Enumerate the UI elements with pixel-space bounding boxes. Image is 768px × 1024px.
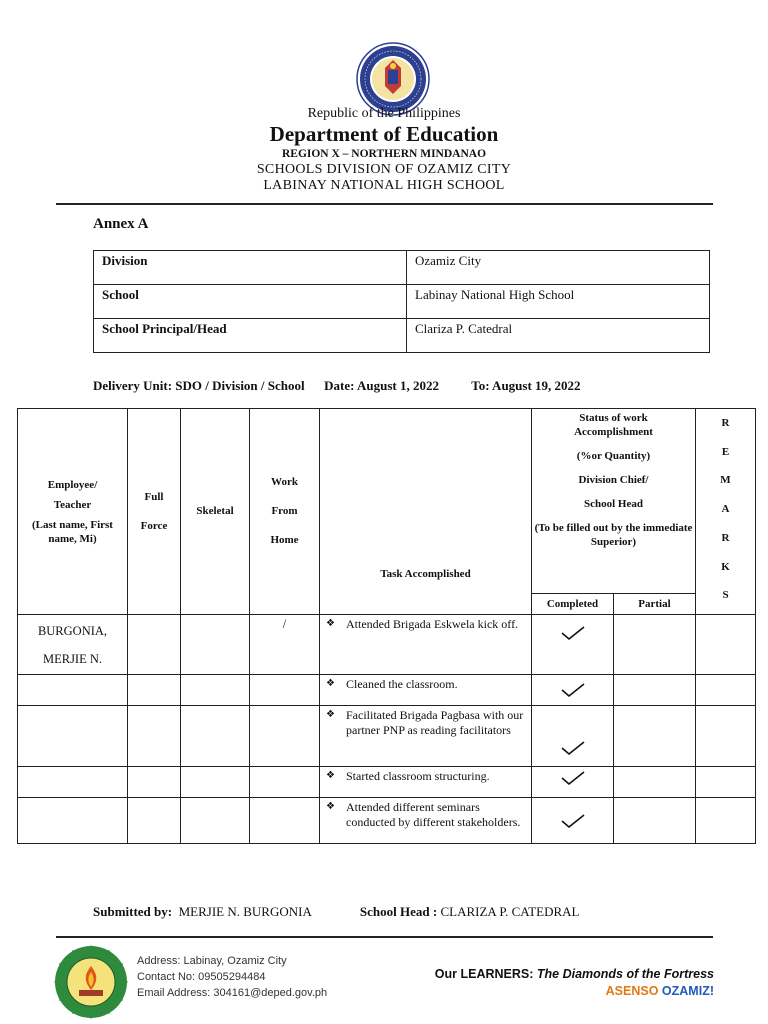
- remarks-header: [696, 409, 756, 615]
- remarks-cell: [696, 706, 756, 767]
- footer-address: Address: Labinay, Ozamiz City: [137, 955, 287, 967]
- task-text: Started classroom structuring.: [346, 769, 490, 783]
- task-text: Attended Brigada Eskwela kick off.: [346, 617, 519, 631]
- school-head-name: CLARIZA P. CATEDRAL: [440, 904, 580, 919]
- wfh-line: Work: [271, 476, 298, 488]
- info-label: School: [94, 285, 407, 319]
- asenso-word: ASENSO: [605, 984, 659, 998]
- annex-title: Annex A: [93, 216, 149, 232]
- division-line: SCHOOLS DIVISION OF OZAMIZ CITY: [256, 162, 512, 177]
- employee-cell: [18, 706, 128, 767]
- wfh-cell: [250, 706, 320, 767]
- info-label: Division: [94, 251, 407, 285]
- status-header: [532, 409, 696, 594]
- status-line: School Head: [584, 498, 643, 510]
- status-line: (To be filled out by the immediate Superior): [534, 522, 693, 548]
- partial-cell: [614, 675, 696, 706]
- info-value: Labinay National High School: [407, 285, 710, 319]
- check-mark-icon: [560, 770, 586, 786]
- wfh-cell: [250, 675, 320, 706]
- status-line: Status of work: [579, 412, 648, 424]
- footer-address-block: [137, 953, 327, 1001]
- completed-cell: [532, 706, 614, 767]
- status-line: (%or Quantity): [576, 450, 651, 462]
- school-logo: [54, 945, 128, 1019]
- remarks-letter: E: [721, 445, 730, 458]
- submitted-line: [93, 904, 580, 920]
- wfh-cell: [250, 798, 320, 844]
- department-title: Department of Education: [269, 122, 499, 146]
- accomplishment-table: [17, 408, 756, 844]
- submitted-name: MERJIE N. BURGONIA: [178, 904, 312, 919]
- check-mark-icon: [560, 813, 586, 829]
- skeletal-cell: [181, 798, 250, 844]
- motto-text: The Diamonds of the Fortress: [536, 967, 714, 981]
- full-force-cell: [128, 706, 181, 767]
- table-row: [18, 706, 756, 767]
- school-head-label: School Head :: [359, 904, 438, 919]
- remarks-letter: R: [721, 417, 730, 429]
- task-cell: [320, 798, 532, 844]
- motto-prefix: Our LEARNERS:: [434, 967, 534, 981]
- remarks-cell: [696, 767, 756, 798]
- task-cell: [320, 767, 532, 798]
- diamond-bullet-icon: ❖: [326, 618, 335, 629]
- info-value: Clariza P. Catedral: [407, 319, 710, 353]
- completed-cell: [532, 798, 614, 844]
- skeletal-cell: [181, 706, 250, 767]
- full-force-cell: [128, 798, 181, 844]
- remarks-letter: K: [721, 560, 730, 573]
- diamond-bullet-icon: ❖: [326, 801, 335, 812]
- skeletal-cell: [181, 675, 250, 706]
- ozamiz-word: OZAMIZ!: [661, 984, 714, 998]
- status-line: Division Chief/: [578, 474, 649, 486]
- delivery-line: Delivery Unit: SDO / Division / School Date: August 1, 2022 To: August 19, 2022: [93, 378, 581, 393]
- completed-cell: [532, 615, 614, 675]
- remarks-letter: R: [721, 531, 730, 544]
- full-force-line: Full: [144, 490, 164, 503]
- footer-email: Email Address: 304161@deped.gov.ph: [137, 987, 328, 999]
- employee-first-name: MERJIE N.: [42, 652, 103, 666]
- completed-header: Completed: [532, 594, 614, 615]
- skeletal-header: Skeletal: [181, 409, 250, 615]
- partial-header: Partial: [614, 594, 696, 615]
- remarks-cell: [696, 798, 756, 844]
- employee-cell: [18, 615, 128, 675]
- footer-contact: Contact No: 09505294484: [137, 971, 266, 983]
- check-mark-icon: [560, 740, 586, 756]
- check-mark-icon: [560, 682, 586, 698]
- diamond-bullet-icon: ❖: [326, 678, 335, 689]
- status-line: Accomplishment: [574, 426, 653, 438]
- remarks-letter: S: [722, 589, 729, 602]
- info-row: [94, 251, 710, 285]
- employee-header-line: Teacher: [53, 498, 92, 511]
- region-line: REGION X – NORTHERN MINDANAO: [281, 148, 487, 160]
- info-value: Ozamiz City: [407, 251, 710, 285]
- info-table: [93, 250, 710, 353]
- employee-last-name: BURGONIA,: [37, 624, 108, 638]
- check-mark-icon: [560, 625, 586, 641]
- employee-header-line: (Last name, First name, Mi): [32, 518, 113, 545]
- employee-cell: [18, 798, 128, 844]
- partial-cell: [614, 615, 696, 675]
- task-text: Cleaned the classroom.: [346, 677, 458, 691]
- table-row: [18, 615, 756, 675]
- info-row: [94, 319, 710, 353]
- skeletal-cell: [181, 767, 250, 798]
- remarks-cell: [696, 675, 756, 706]
- full-force-cell: [128, 615, 181, 675]
- task-cell: [320, 615, 532, 675]
- info-row: [94, 285, 710, 319]
- info-label: School Principal/Head: [94, 319, 407, 353]
- diamond-bullet-icon: ❖: [326, 709, 335, 720]
- wfh-cell: [250, 767, 320, 798]
- table-row: [18, 767, 756, 798]
- completed-cell: [532, 675, 614, 706]
- footer-divider: [56, 936, 713, 938]
- task-cell: [320, 675, 532, 706]
- remarks-cell: [696, 615, 756, 675]
- task-header: Task Accomplished: [320, 409, 532, 615]
- remarks-letter: M: [720, 474, 731, 487]
- wfh-header: [250, 409, 320, 615]
- task-cell: [320, 706, 532, 767]
- wfh-cell: /: [250, 615, 320, 675]
- wfh-line: Home: [270, 534, 299, 546]
- full-force-line: Force: [140, 519, 168, 532]
- partial-cell: [614, 706, 696, 767]
- employee-cell: [18, 675, 128, 706]
- republic-line: Republic of the Philippines: [307, 106, 461, 121]
- full-force-cell: [128, 767, 181, 798]
- task-text: Facilitated Brigada Pagbasa with our partner PNP as reading facilitators: [346, 708, 524, 737]
- footer-motto: [435, 966, 714, 1000]
- header-divider: [56, 203, 713, 205]
- employee-cell: [18, 767, 128, 798]
- skeletal-cell: [181, 615, 250, 675]
- deped-seal-logo: [356, 42, 430, 116]
- diamond-bullet-icon: ❖: [326, 770, 335, 781]
- task-text: Attended different seminars conducted by different stakeholders.: [346, 800, 521, 829]
- full-force-cell: [128, 675, 181, 706]
- partial-cell: [614, 798, 696, 844]
- employee-header-line: Employee/: [47, 478, 98, 491]
- completed-cell: [532, 767, 614, 798]
- wfh-line: From: [271, 505, 298, 517]
- table-row: [18, 798, 756, 844]
- school-line: LABINAY NATIONAL HIGH SCHOOL: [263, 178, 505, 193]
- submitted-label: Submitted by:: [93, 904, 173, 919]
- table-row: [18, 675, 756, 706]
- remarks-letter: A: [721, 503, 730, 516]
- employee-header: [18, 409, 128, 615]
- partial-cell: [614, 767, 696, 798]
- full-force-header: [128, 409, 181, 615]
